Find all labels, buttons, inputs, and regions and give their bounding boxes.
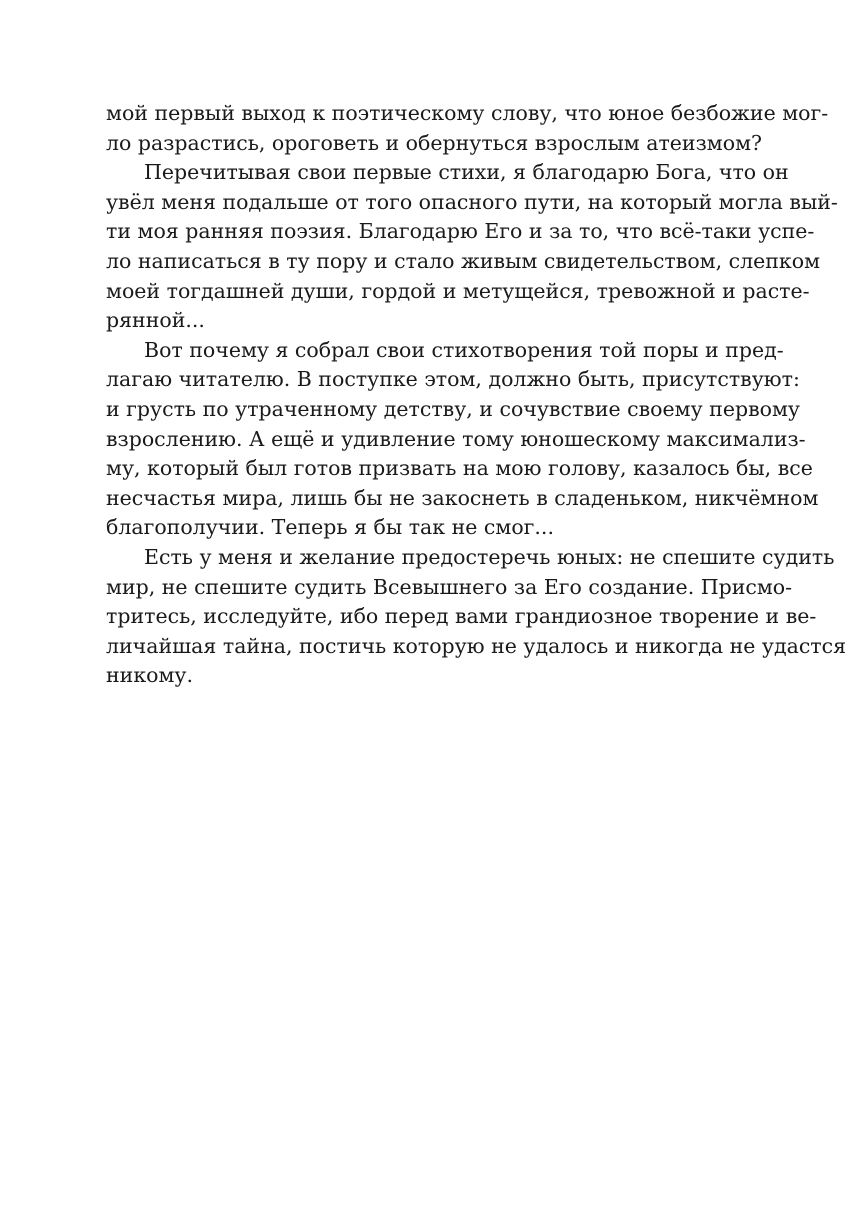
text-line: никому. (106, 663, 194, 688)
text-line: Есть у меня и желание предостеречь юных: не спешите судить (144, 544, 835, 569)
text-line: мир, не спешите судить Всевышнего за Его создание. Присмо- (106, 574, 793, 599)
text-line: моей тогдашней души, гордой и метущейся, тревожной и расте- (106, 278, 810, 303)
text-line: ло написаться в ту пору и стало живым свидетельством, слепком (106, 248, 821, 273)
text-line: мой первый выход к поэтическому слову, что юное безбожие мог- (106, 101, 829, 125)
text-line: благополучии. Теперь я бы так не смог... (106, 515, 554, 540)
text-line: увёл меня подальше от того опасного пути, на который могла вый- (106, 189, 838, 214)
text-line: личайшая тайна, постичь которую не удалось и никогда не удастся (106, 633, 847, 658)
text-line: несчастья мира, лишь бы не закоснеть в сладеньком, никчёмном (106, 485, 819, 510)
paragraph-4 (106, 543, 847, 691)
text-line: взрослению. А ещё и удивление тому юношескому максимализ- (106, 426, 806, 451)
text-line: лагаю читателю. В поступке этом, должно быть, присутствуют: (106, 367, 800, 392)
text-line: Перечитывая свои первые стихи, я благодарю Бога, что он (144, 160, 789, 185)
page-text (106, 99, 847, 691)
text-line: ти моя ранняя поэзия. Благодарю Его и за то, что всё-таки успе- (106, 219, 815, 244)
text-line: и грусть по утраченному детству, и сочувствие своему первому (106, 396, 800, 421)
text-line: рянной... (106, 308, 205, 333)
paragraph-2 (106, 158, 838, 336)
text-line: му, который был готов призвать на мою голову, казалось бы, все (106, 456, 813, 481)
paragraph-1 (106, 99, 829, 158)
paragraph-3 (106, 336, 819, 543)
text-line: ло разрастись, ороговеть и обернуться взрослым атеизмом? (106, 130, 762, 155)
text-line: Вот почему я собрал свои стихотворения той поры и пред- (144, 337, 784, 362)
text-line: тритесь, исследуйте, ибо перед вами грандиозное творение и ве- (106, 604, 817, 629)
